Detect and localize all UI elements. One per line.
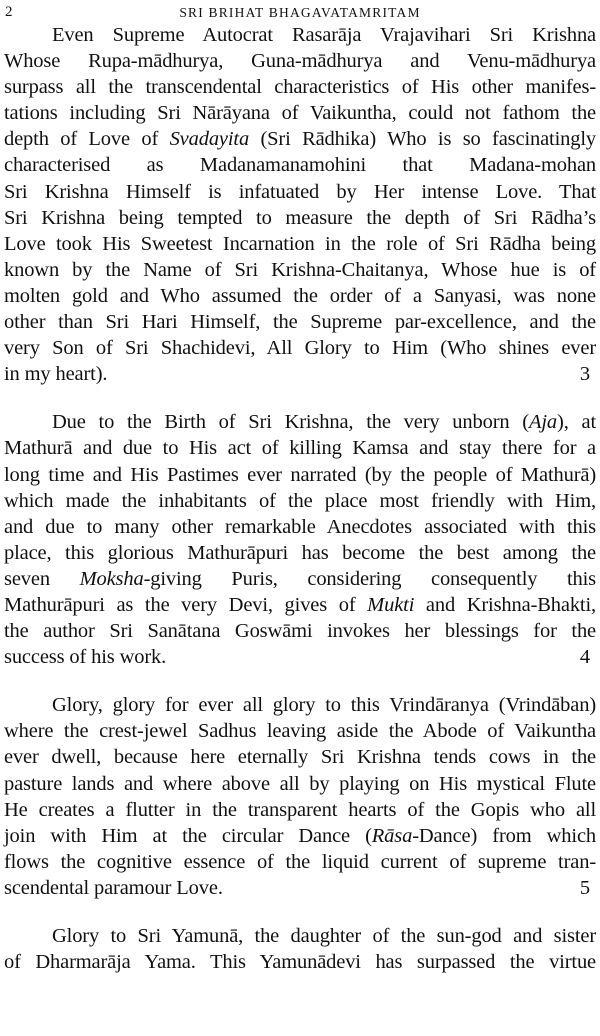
text-line: Sri Krishna Himself is infatuated by Her intense Love. That — [4, 180, 596, 203]
text-line: other than Sri Hari Himself, the Supreme par-excellence, and the — [4, 311, 596, 334]
text-line: pasture lands and where above all by playing on His mystical Flute — [4, 772, 596, 795]
text-line: Love took His Sweetest Incarnation in the role of Sri Rādha being — [4, 232, 596, 255]
page-number: 2 — [5, 4, 13, 20]
text-line: Whose Rupa-mādhurya, Guna-mādhurya and Venu-mādhurya — [4, 50, 596, 73]
verse-paragraph — [4, 409, 596, 670]
text-line: of Dharmarāja Yama. This Yamunādevi has surpassed the virtue — [4, 951, 596, 974]
italic-term: Aja — [529, 411, 558, 434]
text-line: ever dwell, because here eternally Sri Krishna tends cows in the — [4, 746, 596, 769]
text-line: Mathurā and due to His act of killing Kamsa and stay there for a — [4, 437, 596, 460]
text-line: where the crest-jewel Sadhus leaving aside the Abode of Vaikuntha — [4, 720, 596, 743]
text-line: He creates a flutter in the transparent hearts of the Gopis who all — [4, 798, 596, 821]
text-line: Mathurāpuri as the very Devi, gives of Mukti and Krishna-Bhakti, — [4, 593, 596, 616]
italic-term: Mukti — [367, 593, 415, 616]
italic-term: Rāsa — [371, 824, 413, 847]
text-line: characterised as Madanamanamohini that Madana-mohan — [4, 154, 596, 177]
italic-term: Moksha — [79, 567, 144, 590]
text-line: the author Sri Sanātana Goswāmi invokes her blessings for the — [4, 620, 596, 643]
running-head: SRI BRIHAT BHAGAVATAMRITAM — [179, 5, 421, 20]
text-line: long time and His Pastimes ever narrated (by the people of Mathurā) — [4, 463, 596, 486]
text-line: success of his work. 4 — [4, 644, 596, 670]
text-line: Glory, glory for ever all glory to this Vrindāranya (Vrindāban) — [52, 694, 596, 717]
verse-paragraph — [4, 692, 596, 901]
text-line: Sri Krishna being tempted to measure the depth of Sri Rādha’s — [4, 206, 596, 229]
text-line: very Son of Sri Shachidevi, All Glory to Him (Who shines ever — [4, 337, 596, 360]
text-line: molten gold and Who assumed the order of a Sanyasi, was none — [4, 284, 596, 307]
verse-number: 4 — [579, 646, 590, 669]
verse-number: 3 — [579, 363, 590, 386]
text-line: Glory to Sri Yamunā, the daughter of the sun-god and sister — [52, 925, 596, 947]
text-line: and due to many other remarkable Anecdotes associated with this — [4, 515, 596, 538]
text-line: tations including Sri Nārāyana of Vaikuntha, could not fathom the — [4, 102, 596, 125]
verse-list — [4, 22, 596, 997]
text-line: which made the inhabitants of the place most friendly with Him, — [4, 489, 596, 512]
text-line: surpass all the transcendental characteristics of His other manifes- — [4, 76, 596, 99]
text-line: in my heart). 3 — [4, 361, 596, 387]
text-line: scendental paramour Love. 5 — [4, 875, 596, 901]
verse-number: 5 — [579, 876, 590, 899]
text-line: Even Supreme Autocrat Rasarāja Vrajavihari Sri Krishna — [52, 24, 596, 46]
text-line: flows the cognitive essence of the liquid current of supreme tran- — [4, 850, 596, 873]
text-line: seven Moksha-giving Puris, considering consequently this — [4, 567, 597, 590]
text-line: join with Him at the circular Dance (Rāsa-Dance) from which — [4, 824, 596, 847]
text-line: Due to the Birth of Sri Krishna, the very unborn (Aja), at — [52, 411, 597, 434]
verse-paragraph — [4, 22, 596, 387]
text-line: known by the Name of Sri Krishna-Chaitanya, Whose hue is of — [4, 258, 596, 281]
text-line: place, this glorious Mathurāpuri has become the best among the — [4, 541, 596, 564]
verse-paragraph — [4, 923, 596, 975]
text-line: depth of Love of Svadayita (Sri Rādhika) Who is so fascinatingly — [4, 128, 596, 151]
italic-term: Svadayita — [169, 128, 250, 151]
